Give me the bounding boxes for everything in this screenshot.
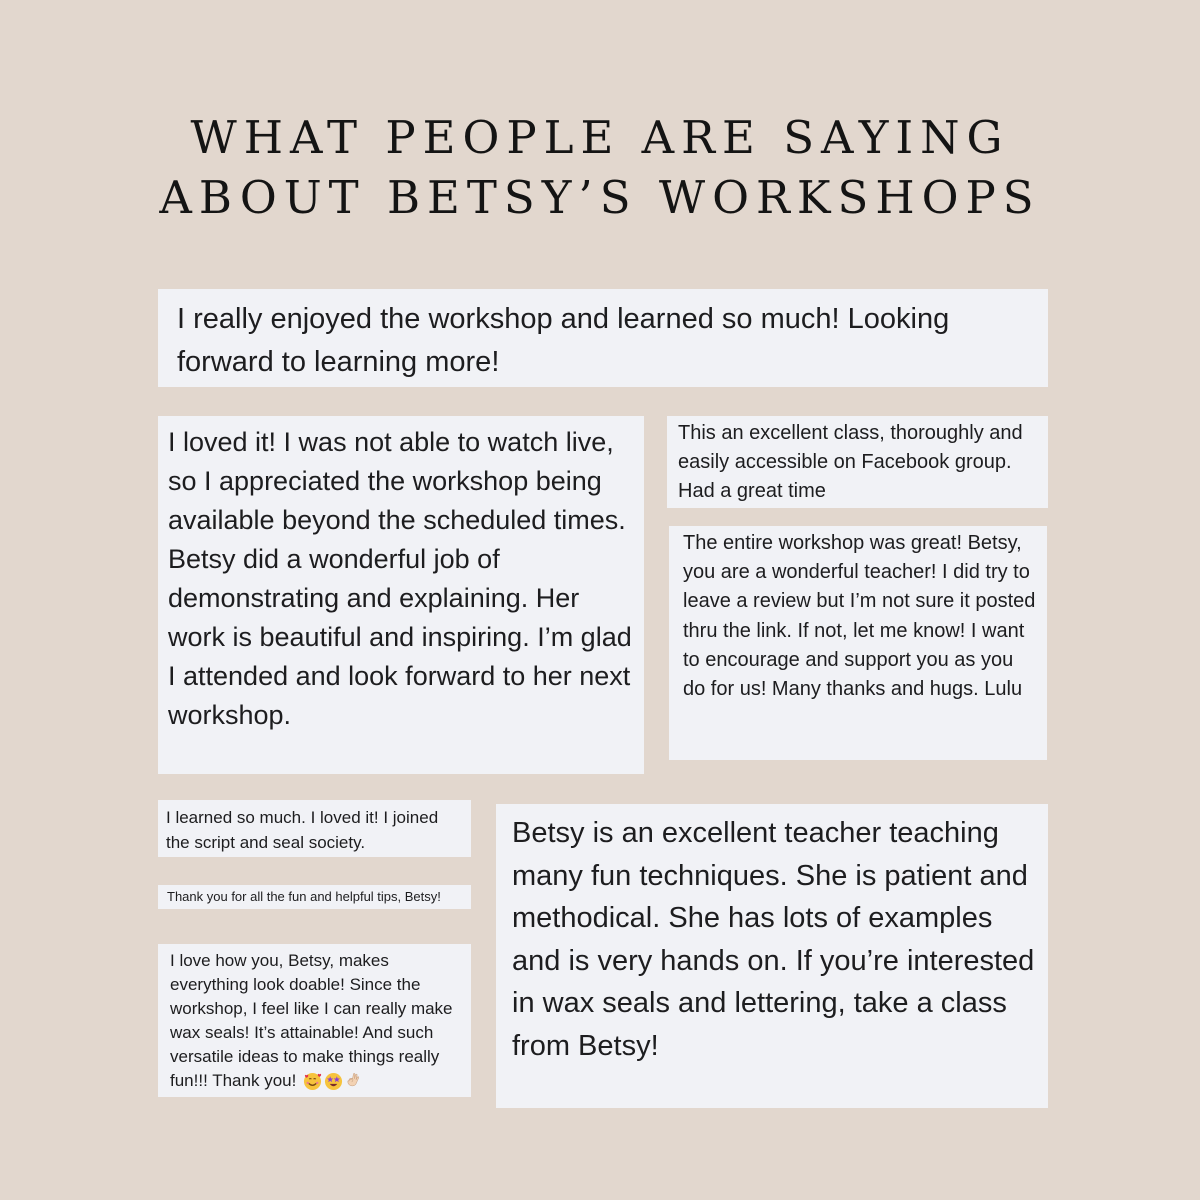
review-text: I really enjoyed the workshop and learned so much! Looking forward to learning more! [177, 303, 950, 378]
review-text: The entire workshop was great! Betsy, you are a wonderful teacher! I did try to leave a review but I’m not sure it posted thru the link. If not, let me know! I want to encourage and support you as you do for us! Many thanks and hugs. Lulu [683, 532, 1036, 701]
title-line-1: WHAT PEOPLE ARE SAYING [190, 111, 1010, 164]
smiling-face-with-hearts-icon [303, 1072, 322, 1091]
review-card-8 [496, 804, 1048, 1108]
review-card-2 [158, 416, 644, 774]
ok-hand-icon [345, 1072, 362, 1091]
review-card-5 [158, 800, 471, 857]
review-card-1 [158, 289, 1048, 387]
review-text: I learned so much. I loved it! I joined the script and seal society. [166, 808, 439, 852]
star-struck-face-icon [324, 1072, 343, 1091]
review-text: Betsy is an excellent teacher teaching many fun techniques. She is patient and methodical. She has lots of examples and is very hands on. If you’re interested in wax seals and lettering, take a class from Betsy! [512, 817, 1035, 1062]
review-card-4 [669, 526, 1047, 760]
review-card-7 [158, 944, 471, 1097]
review-card-6 [158, 885, 471, 909]
review-text: This an excellent class, thoroughly and easily accessible on Facebook group. Had a great time [678, 422, 1023, 502]
review-text: I loved it! I was not able to watch live, so I appreciated the workshop being available beyond the scheduled times. Betsy did a wonderful job of demonstrating and explaining. Her work is beautiful and inspiring. I’m glad I attended and look forward to her next workshop. [168, 427, 632, 730]
review-card-3 [667, 416, 1048, 508]
review-text: I love how you, Betsy, makes everything look doable! Since the workshop, I feel like I can really make wax seals! It’s attainable! And such versatile ideas to make things really fun!!! Thank you! [170, 951, 453, 1090]
title-line-2: ABOUT BETSY’S WORKSHOPS [159, 171, 1041, 224]
review-text: Thank you for all the fun and helpful tips, Betsy! [167, 889, 441, 904]
page-title [0, 108, 1200, 228]
